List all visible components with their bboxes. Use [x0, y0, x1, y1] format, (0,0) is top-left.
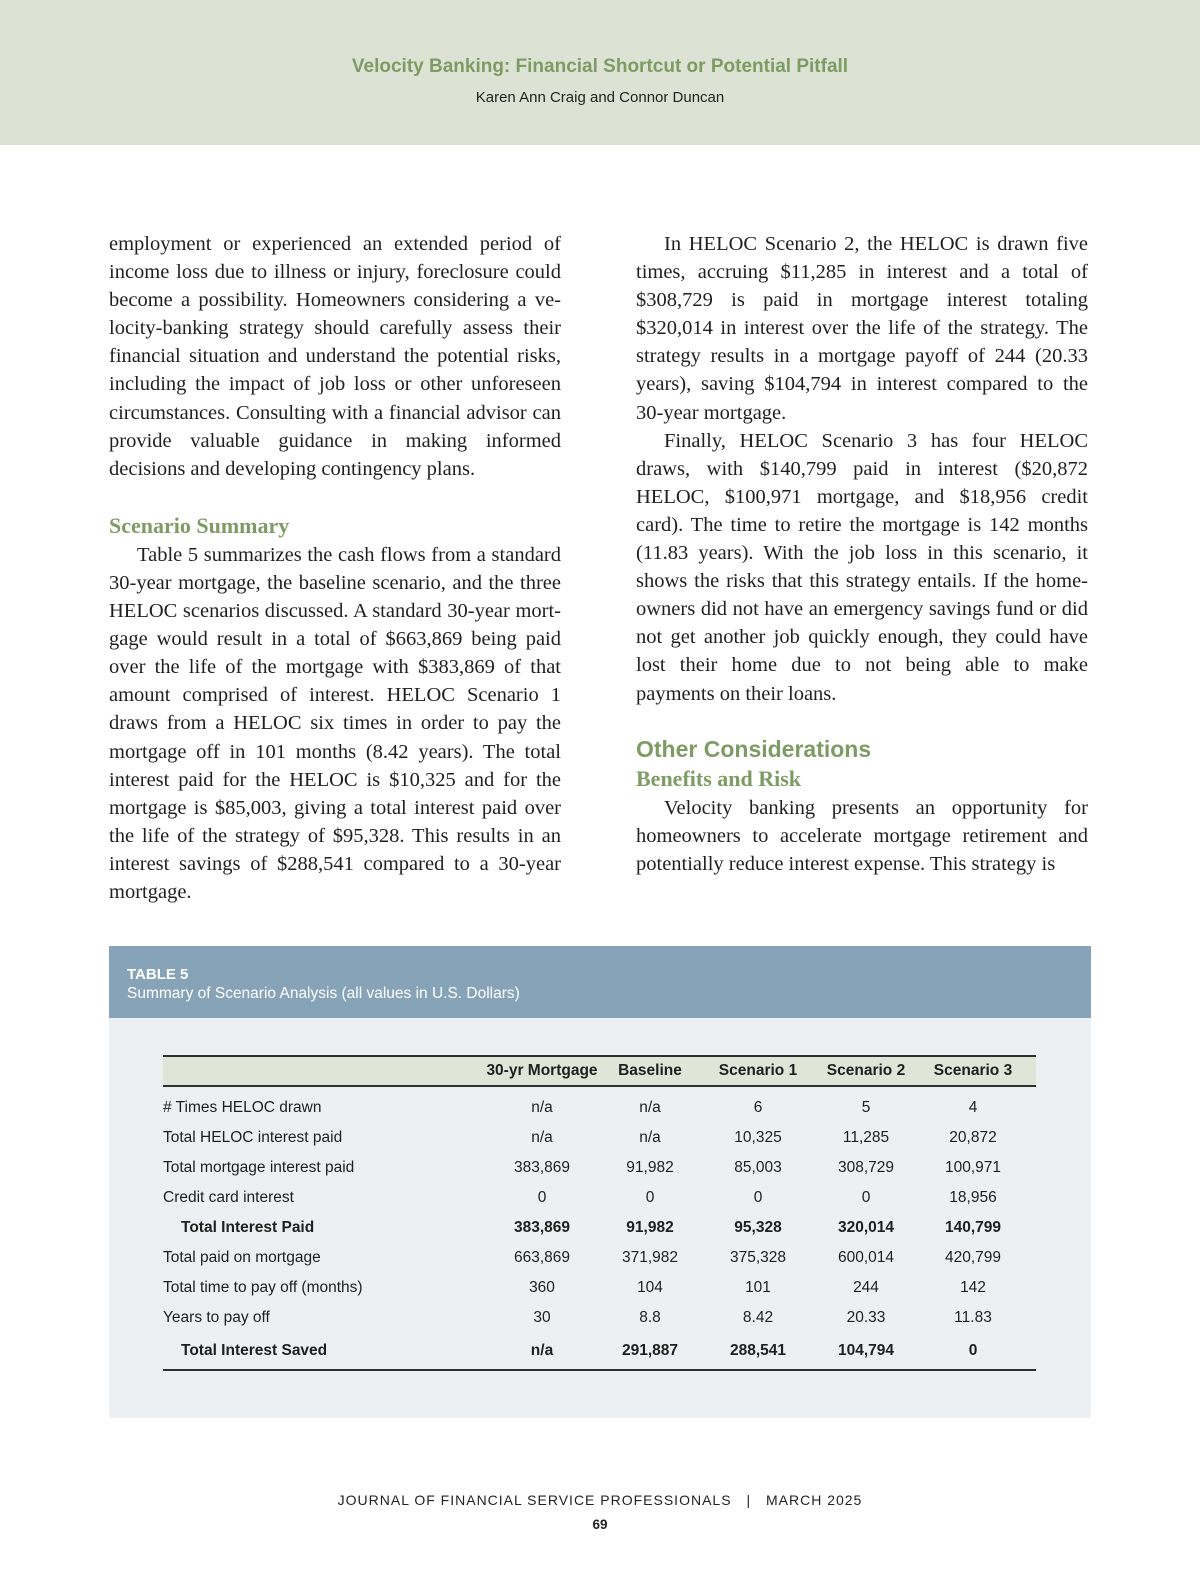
- table-header-row: [163, 1056, 1036, 1086]
- table-cell: 0: [537, 1189, 547, 1206]
- right-column: [636, 230, 1088, 878]
- footer-separator: |: [746, 1492, 752, 1508]
- journal-name: JOURNAL OF FINANCIAL SERVICE PROFESSIONALS: [337, 1492, 732, 1508]
- table-row: [163, 1273, 1036, 1303]
- table-header-banner: [109, 946, 1091, 1018]
- row-label: Total Interest Saved: [163, 1333, 478, 1370]
- table-cell: 100,971: [944, 1159, 1002, 1176]
- column-header: Scenario 1: [694, 1056, 822, 1086]
- column-header: Scenario 2: [822, 1056, 910, 1086]
- row-label: Total mortgage interest paid: [163, 1159, 355, 1176]
- table-cell: 291,887: [606, 1333, 694, 1370]
- table-cell: 288,541: [694, 1333, 822, 1370]
- table-cell: 383,869: [513, 1219, 571, 1236]
- table-cell: 142: [960, 1279, 986, 1296]
- table-cell: 85,003: [734, 1159, 782, 1176]
- table-row: [163, 1243, 1036, 1273]
- paragraph: In HELOC Scenario 2, the HELOC is drawn five times, accruing $11,285 in interest and a total of $308,729 is paid in mortgage interest totaling $320,014 in interest over the life of the strategy. The strategy results in a mortgage payoff of 244 (20.33 years), saving $104,794 in interest compared to the 30-year mortgage.: [636, 233, 1088, 424]
- table-cell: n/a: [478, 1333, 606, 1370]
- row-label: Total time to pay off (months): [163, 1279, 363, 1296]
- paragraph: Finally, HELOC Scenario 3 has four HELOC draws, with $140,799 paid in interest ($20,872 HELOC, $100,971 mortgage, and $18,956 credit card). The time to retire the mortgage is 142 months (11.83 years). With the job loss in this scenario, it shows the risks that this strategy entails. If the home-owners did not have an emergency savings fund or did not get another job quickly enough, they could have lost their home due to not being able to make payments on their loans.: [636, 429, 1088, 705]
- page-number: 69: [592, 1517, 608, 1532]
- table-label: TABLE 5: [127, 966, 189, 983]
- table-cell: 101: [745, 1279, 771, 1296]
- table-cell: n/a: [639, 1129, 661, 1146]
- table-row: [163, 1086, 1036, 1123]
- article-title: Velocity Banking: Financial Shortcut or Potential Pitfall: [351, 56, 849, 77]
- table-cell: 320,014: [837, 1219, 895, 1236]
- table-cell: 91,982: [626, 1159, 674, 1176]
- table-cell: 6: [753, 1099, 763, 1116]
- row-label: Years to pay off: [163, 1309, 270, 1326]
- table-cell: 95,328: [734, 1219, 782, 1236]
- table-cell: 375,328: [729, 1249, 787, 1266]
- table-cell: 360: [529, 1279, 555, 1296]
- table-caption: Summary of Scenario Analysis (all values in U.S. Dollars): [127, 985, 520, 1002]
- table-cell: 383,869: [513, 1159, 571, 1176]
- table-cell: 20.33: [846, 1309, 886, 1326]
- table-cell: 0: [910, 1333, 1036, 1370]
- table-cell: 8.42: [742, 1309, 774, 1326]
- table-cell: 663,869: [513, 1249, 571, 1266]
- table-cell: 0: [753, 1189, 763, 1206]
- table-row-total-interest-paid: [163, 1213, 1036, 1243]
- table-cell: 5: [861, 1099, 871, 1116]
- page-header: [0, 0, 1200, 145]
- article-authors: Karen Ann Craig and Connor Duncan: [475, 89, 725, 106]
- table-cell: 10,325: [734, 1129, 782, 1146]
- section-heading-scenario-summary: Scenario Summary: [109, 512, 290, 538]
- table-cell: n/a: [639, 1099, 661, 1116]
- column-header: Scenario 3: [910, 1056, 1036, 1086]
- scenario-analysis-table: [163, 1055, 1036, 1371]
- table-cell: 11.83: [954, 1309, 992, 1326]
- column-header: Baseline: [606, 1056, 694, 1086]
- paragraph: Table 5 summarizes the cash flows from a standard 30-year mortgage, the baseline scenario, and the three HELOC scenarios discussed. A standard 30-year mort-gage would result in a total of $663,869 being paid over the life of the mortgage with $383,869 of that amount comprised of interest. HELOC Scenario 1 draws from a HELOC six times in order to pay the mortgage off in 101 months (8.42 years). The total interest paid for the HELOC is $10,325 and for the mortgage is $85,003, giving a total interest paid over the life of the strategy of $95,328. This results in an interest savings of $288,541 compared to a 30-year mortgage.: [109, 543, 561, 903]
- table-cell: 600,014: [837, 1249, 895, 1266]
- row-label: Total HELOC interest paid: [163, 1129, 343, 1146]
- left-column: [109, 230, 561, 906]
- table-cell: 244: [853, 1279, 879, 1296]
- table-cell: 104: [637, 1279, 663, 1296]
- table-cell: 0: [645, 1189, 655, 1206]
- issue-date: MARCH 2025: [765, 1492, 863, 1508]
- table-cell: 91,982: [626, 1219, 674, 1236]
- table-row: [163, 1303, 1036, 1333]
- footer-journal-line: [0, 1492, 1200, 1508]
- row-label: Credit card interest: [163, 1189, 294, 1206]
- column-header: [163, 1056, 478, 1086]
- table-row: [163, 1153, 1036, 1183]
- table-5: [109, 946, 1091, 1418]
- table-cell: 0: [861, 1189, 871, 1206]
- table-cell: 30: [533, 1309, 551, 1326]
- table-row: [163, 1183, 1036, 1213]
- table-cell: n/a: [531, 1129, 553, 1146]
- table-cell: 308,729: [837, 1159, 895, 1176]
- table-cell: 8.8: [639, 1309, 661, 1326]
- table-cell: 140,799: [944, 1219, 1002, 1236]
- table-cell: 104,794: [822, 1333, 910, 1370]
- table-cell: 420,799: [944, 1249, 1002, 1266]
- column-header: 30-yr Mortgage: [478, 1056, 606, 1086]
- row-label: Total paid on mortgage: [163, 1249, 321, 1266]
- subsection-heading-benefits-and-risk: Benefits and Risk: [636, 765, 802, 791]
- table-cell: 371,982: [621, 1249, 679, 1266]
- table-cell: 4: [968, 1099, 978, 1116]
- table-row: [163, 1123, 1036, 1153]
- table-row-total-interest-saved: [163, 1333, 1036, 1370]
- section-heading-other-considerations: Other Considerations: [636, 735, 872, 762]
- paragraph: employment or experienced an extended period of income loss due to illness or injury, foreclosure could become a possibility. Homeowners considering a ve-locity-banking strategy should carefully assess their financial situation and understand the potential risks, including the impact of job loss or other unforeseen circumstances. Consulting with a financial advisor can provide valuable guidance in making informed decisions and developing contingency plans.: [109, 233, 561, 480]
- table-cell: 11,285: [842, 1129, 890, 1146]
- row-label: # Times HELOC drawn: [163, 1099, 322, 1116]
- table-cell: 18,956: [949, 1189, 997, 1206]
- paragraph: Velocity banking presents an opportunity for homeowners to accelerate mortgage retirement and potentially reduce interest expense. This strategy is: [636, 796, 1088, 875]
- row-label: Total Interest Paid: [181, 1219, 315, 1236]
- table-cell: 20,872: [949, 1129, 997, 1146]
- table-cell: n/a: [531, 1099, 553, 1116]
